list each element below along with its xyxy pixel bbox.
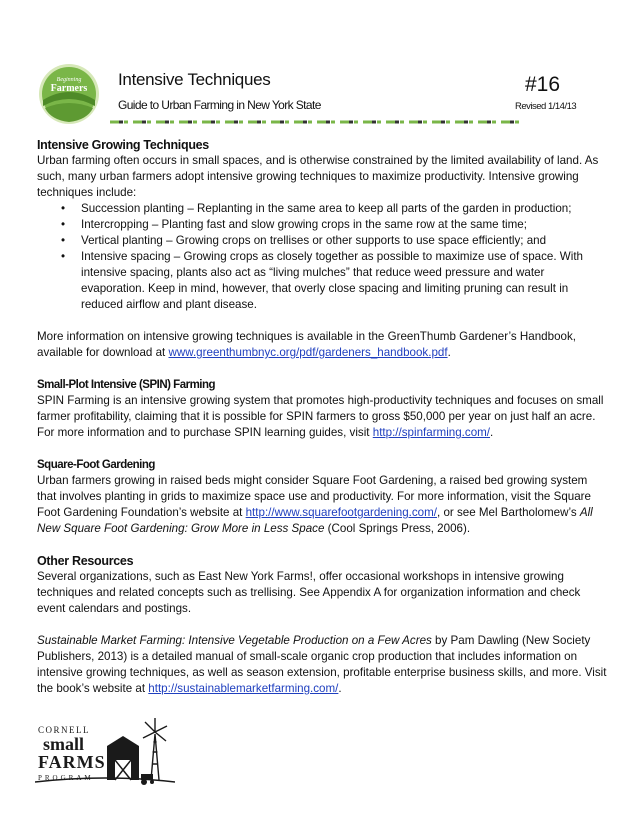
book-paragraph bbox=[37, 633, 607, 697]
revised-date: Revised 1/14/13 bbox=[515, 101, 577, 112]
handbook-paragraph bbox=[37, 329, 607, 361]
logo-text-beginning: Beginning bbox=[56, 77, 82, 83]
book-text-end: . bbox=[338, 682, 342, 695]
square-foot-book-title: All New Square Foot Gardening: Grow More in Less Space bbox=[37, 506, 593, 535]
handbook-text-end: . bbox=[447, 346, 451, 359]
workshops-paragraph: Several organizations, such as East New York Farms!, offer occasional workshops in intensive growing techniques and related concepts such as trellising. See Appendix A for organization information and check event calendars and postings. bbox=[37, 570, 581, 615]
tractor-icon bbox=[141, 774, 154, 785]
beginning-farmers-logo bbox=[37, 62, 101, 126]
square-foot-text-end: (Cool Springs Press, 2006). bbox=[324, 522, 471, 535]
intro-paragraph: Urban farming often occurs in small spaces, and is otherwise constrained by the limited availability of land. As such, many urban farmers adopt intensive growing techniques to maximize productivity. Intensive growing techniques include: bbox=[37, 154, 599, 199]
list-item: • Vertical planting – Growing crops on trellises or other supports to use space efficiently; and bbox=[81, 233, 607, 249]
document-body bbox=[37, 137, 607, 697]
square-foot-paragraph bbox=[37, 473, 607, 537]
list-item: • Intensive spacing – Growing crops as closely together as possible to maximize use of space. With intensive spacing, plants also act as “living mulches” that reduce weed pressure and water evaporation. Keep in mind, however, that overly close spacing and limiting pruning can result in reduced airflow and plant disease. bbox=[81, 249, 607, 313]
squarefoot-link[interactable]: http://www.squarefootgardening.com/ bbox=[245, 506, 438, 519]
logo-text-cornell: CORNELL bbox=[38, 725, 90, 735]
techniques-list bbox=[37, 201, 607, 313]
logo-text-farms: FARMS bbox=[38, 752, 106, 772]
logo-text-small: small bbox=[43, 734, 85, 754]
header-divider bbox=[110, 120, 520, 124]
page-subtitle: Guide to Urban Farming in New York State bbox=[118, 98, 321, 112]
logo-text-farmers: Farmers bbox=[50, 83, 88, 94]
windmill-icon bbox=[143, 718, 167, 780]
spin-text: SPIN Farming is an intensive growing system that promotes high-productivity techniques and focuses on small farmer profitability, claiming that it is possible for SPIN farmers to gross $50,000 per year on just half an acre. For more information and to purchase SPIN learning guides, visit bbox=[37, 394, 604, 439]
spinfarming-link[interactable]: http://spinfarming.com/ bbox=[372, 426, 491, 439]
sustainable-farming-link[interactable]: http://sustainablemarketfarming.com/ bbox=[148, 682, 339, 695]
heading-other-resources: Other Resources bbox=[37, 554, 134, 568]
list-item: • Succession planting – Replanting in the same area to keep all parts of the garden in production; bbox=[81, 201, 607, 217]
handbook-link[interactable]: www.greenthumbnyc.org/pdf/gardeners_handbook.pdf bbox=[168, 346, 448, 359]
document-number: #16 bbox=[525, 73, 561, 96]
heading-square-foot: Square-Foot Gardening bbox=[37, 459, 155, 471]
market-farming-book-title: Sustainable Market Farming: Intensive Vegetable Production on a Few Acres bbox=[37, 634, 432, 647]
cornell-small-farms-logo bbox=[35, 716, 175, 794]
heading-spin-farming: Small-Plot Intensive (SPIN) Farming bbox=[37, 379, 216, 391]
square-foot-text: Urban farmers growing in raised beds might consider Square Foot Gardening, a raised bed growing system that involves planting in grids to maximize space use and productivity. For more information, visit the Square Foot Gardening Foundation’s website at bbox=[37, 474, 591, 519]
square-foot-text-mid: , or see Mel Bartholomew’s bbox=[437, 506, 580, 519]
spin-text-end: . bbox=[490, 426, 494, 439]
handbook-text: More information on intensive growing techniques is available in the GreenThumb Gardener’s Handbook, available for download at bbox=[37, 330, 576, 359]
logo-text-program: PROGRAM bbox=[38, 774, 94, 782]
page-title: Intensive Techniques bbox=[118, 70, 271, 89]
list-item: • Intercropping – Planting fast and slow growing crops in the same row at the same time; bbox=[81, 217, 607, 233]
book-text: by Pam Dawling (New Society Publishers, 2013) is a detailed manual of small-scale organic crop production that includes information on intensive growing techniques, as well as season extension, profitable enterprise business skills, and more. Visit the book’s website at bbox=[37, 634, 607, 695]
heading-intensive-growing: Intensive Growing Techniques bbox=[37, 138, 209, 152]
spin-paragraph bbox=[37, 393, 607, 441]
